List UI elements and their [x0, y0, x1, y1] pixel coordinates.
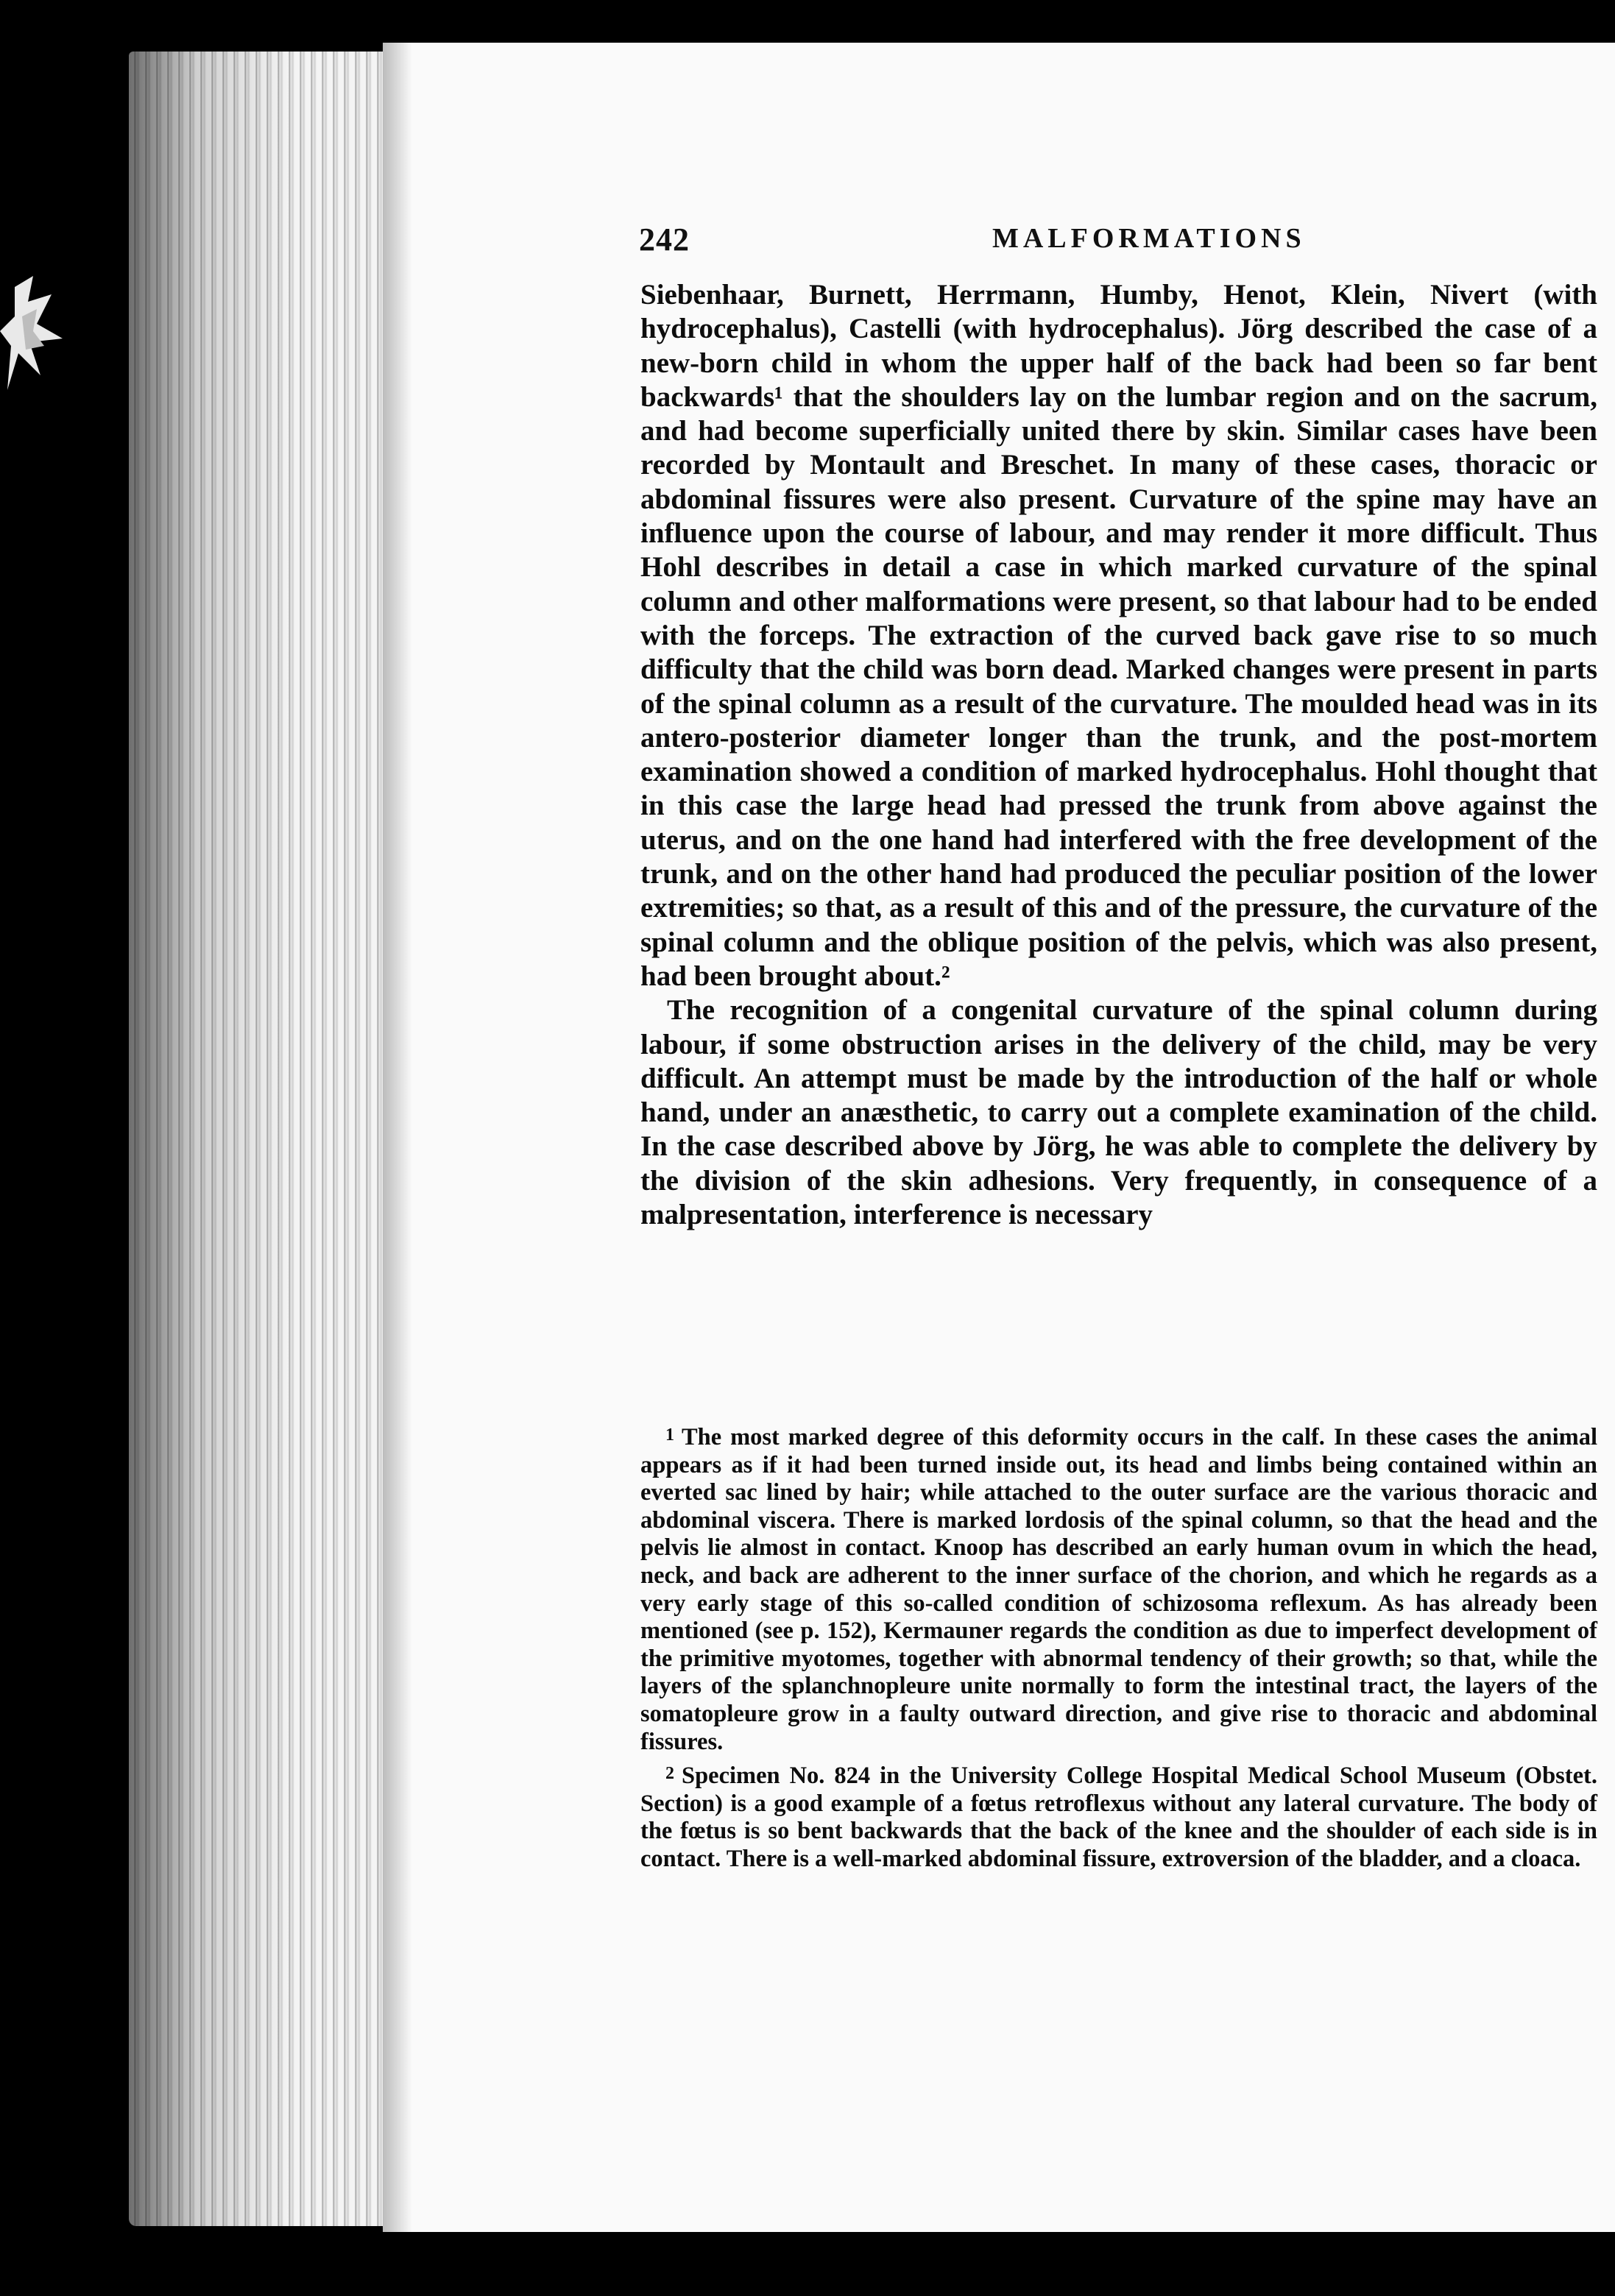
page-gutter-shadow: [383, 43, 412, 2232]
page-header: [639, 221, 1596, 265]
running-head: MALFORMATIONS: [992, 223, 1306, 254]
page-number: 242: [639, 222, 690, 258]
scan-artifact-speck: [0, 272, 66, 442]
footnote-2: [640, 1760, 1597, 1873]
footnote-text: Specimen No. 824 in the University College Hospital Medical School Museum (Obstet. Section) is a good example of a fœtus retroflexus without any lateral curvature. The body of the fœtus is so bent backwards that the back of the knee and the shoulder of each side is in contact. There is a well-marked abdominal fissure, extroversion of the bladder, and a cloaca.: [640, 1762, 1597, 1872]
footnote-1: [640, 1422, 1597, 1756]
footnote-marker: 1: [665, 1425, 674, 1445]
paragraph: Siebenhaar, Burnett, Herrmann, Humby, Henot, Klein, Nivert (with hydrocephalus), Castelli (with hydrocephalus). Jörg described the case of a new-born child in whom the upper half of the back had been so far bent backwards¹ that the shoulders lay on the lumbar region and on the sacrum, and had become superficially united there by skin. Similar cases have been recorded by Montault and Breschet. In many of these cases, thoracic or abdominal fissures were also present. Curvature of the spine may have an influence upon the course of labour, and may render it more difficult. Thus Hohl describes in detail a case in which marked curvature of the spinal column and other malformations were present, so that labour had to be ended with the forceps. The extraction of the curved back gave rise to so much difficulty that the child was born dead. Marked changes were present in parts of the spinal column as a result of the curvature. The moulded head was in its antero-posterior diameter longer than the trunk, and the post-mortem examination showed a condition of marked hydrocephalus. Hohl thought that in this case the large head had pressed the trunk from above against the uterus, and on the one hand had interfered with the free development of the trunk, and on the other hand had produced the peculiar position of the lower extremities; so that, as a result of this and of the pressure, the curvature of the spinal column and the oblique position of the pelvis, which was also present, had been brought about.²: [640, 279, 1597, 992]
footnote-marker: 2: [665, 1764, 674, 1784]
paragraph: The recognition of a congenital curvature of the spinal column during labour, if some obstruction arises in the delivery of the child, may be very difficult. An attempt must be made by the introduction of the half or whole hand, under an anæsthetic, to carry out a complete examination of the child. In the case described above by Jörg, he was able to complete the delivery by the division of the skin adhesions. Very frequently, in consequence of a malpresentation, interference is necessary: [640, 994, 1597, 1231]
main-text: [640, 278, 1597, 1232]
page-edge-shadow: [129, 52, 401, 2226]
footnotes: [640, 1422, 1597, 1874]
footnote-text: The most marked degree of this deformity occurs in the calf. In these cases the animal appears as if it had been turned inside out, its head and limbs being contained within an everted sac lined by hair; while attached to the outer surface are the various thoracic and abdominal viscera. There is marked lordosis of the spinal column, so that the head and the pelvis lie almost in contact. Knoop has described an early human ovum in which the head, neck, and back are adherent to the inner surface of the chorion, and which he regards as a very early stage of this so-called condition of schizosoma reflexum. As has already been mentioned (see p. 152), Kermauner regards the condition as due to imperfect development of the primitive myotomes, together with abnormal tendency of their growth; so that, while the layers of the splanchnopleure unite normally to form the intestinal tract, the layers of the somatopleure grow in a faulty outward direction, and give rise to thoracic and abdominal fissures.: [640, 1424, 1597, 1755]
